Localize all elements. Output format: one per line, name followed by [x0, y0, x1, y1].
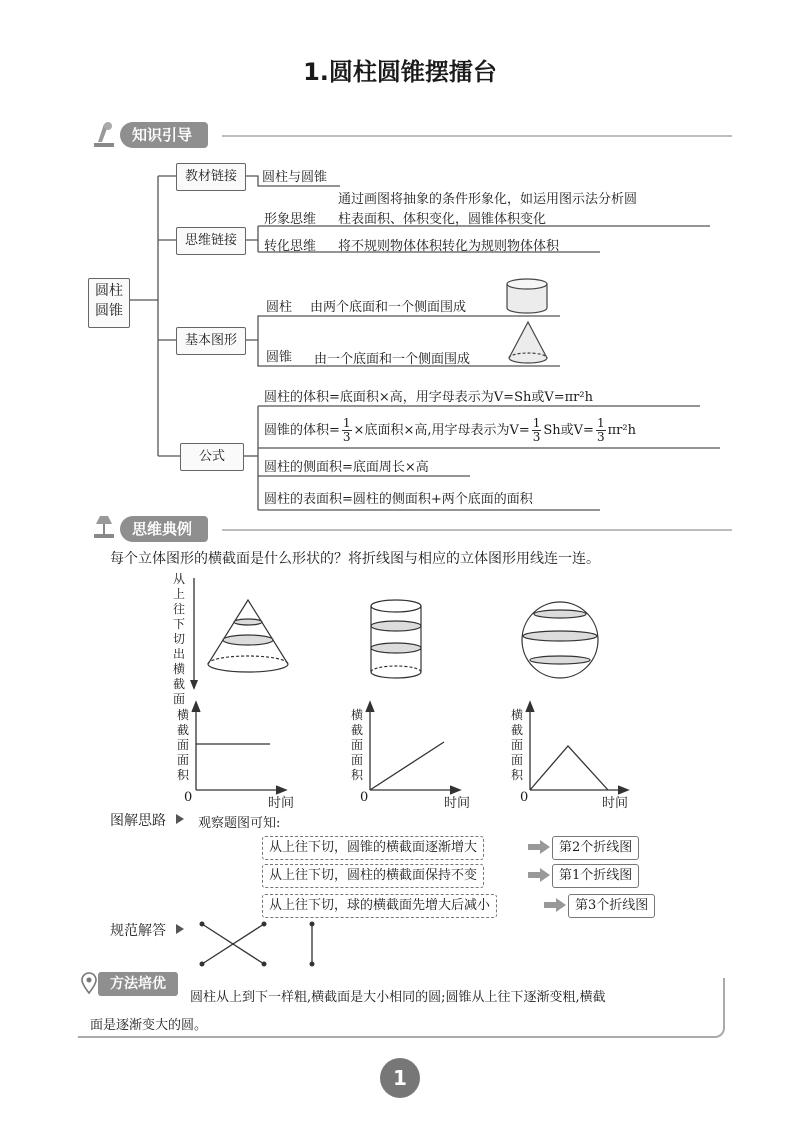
- branch-textbook: 教材链接: [176, 163, 246, 191]
- cone-sliced-figure: [200, 596, 296, 676]
- formula-cone-part-d: πr²h: [607, 423, 636, 438]
- sphere-sliced-figure: [518, 598, 602, 682]
- cone-name: 圆锥: [266, 350, 293, 365]
- graph-constant: [190, 700, 290, 796]
- right-arrow-icon: [544, 898, 566, 912]
- formula-cone-part-b: ×底面积×高,用字母表示为V=: [353, 423, 530, 438]
- idea-row-2: 从上往下切，圆柱的横截面保持不变: [262, 864, 484, 888]
- formula-cone-part-a: 圆锥的体积=: [264, 423, 340, 438]
- branch-shapes: 基本图形: [176, 327, 246, 355]
- answer-connecting-lines: [196, 918, 326, 970]
- formula-lateral-area: 圆柱的侧面积=底面周长×高: [264, 460, 429, 475]
- page-title: 1.圆柱圆锥摆擂台: [303, 58, 497, 86]
- idea-result-1: 第2个折线图: [552, 836, 639, 860]
- formula-cylinder-volume: 圆柱的体积=底面积×高，用字母表示为V=Sh或V=πr²h: [264, 390, 593, 405]
- branch-formulas: 公式: [180, 443, 244, 471]
- fraction-one-third: $\frac{1}{3}$: [342, 416, 351, 444]
- right-arrow-icon: [528, 840, 550, 854]
- idea-row-1: 从上往下切，圆锥的横截面逐渐增大: [262, 836, 484, 860]
- location-pin-icon: [80, 972, 98, 994]
- thinking-row2-label: 转化思维: [264, 239, 317, 254]
- idea-result-3: 第3个折线图: [568, 894, 655, 918]
- cylinder-desc: 由两个底面和一个侧面围成: [310, 300, 467, 315]
- method-tag: 方法培优: [98, 972, 178, 996]
- idea-result-2: 第1个折线图: [552, 864, 639, 888]
- cylinder-sliced-figure: [366, 598, 426, 682]
- cylinder-name: 圆柱: [266, 300, 293, 315]
- answer-label: 规范解答: [110, 923, 166, 939]
- triangle-right-icon: [176, 814, 184, 824]
- graph-rise-fall: [524, 700, 634, 796]
- textbook-text: 圆柱与圆锥: [262, 170, 328, 185]
- formula-cone-part-c: Sh或V=: [543, 423, 594, 438]
- mindmap-root: 圆柱 圆锥: [88, 278, 130, 328]
- right-arrow-icon: [528, 868, 550, 882]
- cut-direction-label: 从上往下切出横截面: [172, 572, 185, 706]
- graph3-origin: 0: [520, 790, 529, 805]
- example-question: 每个立体图形的横截面是什么形状的？将折线图与相应的立体图形用线连一连。: [110, 551, 600, 567]
- graph3-x-label: 时间: [602, 796, 629, 811]
- triangle-right-icon: [176, 924, 184, 934]
- formula-cone-volume: [264, 416, 636, 446]
- graph2-origin: 0: [360, 790, 369, 805]
- down-arrow-icon: [188, 578, 200, 692]
- formula-surface-area: 圆柱的表面积=圆柱的侧面积+两个底面的面积: [264, 492, 533, 507]
- thinking-row1-text-line2: 柱表面积、体积变化，圆锥体积变化: [338, 212, 547, 227]
- section-divider: [222, 529, 732, 531]
- cone-icon: [506, 320, 550, 366]
- fraction-one-third: $\frac{1}{3}$: [532, 416, 541, 444]
- graph3-y-label: 横截面面积: [510, 708, 523, 782]
- fraction-one-third: $\frac{1}{3}$: [596, 416, 605, 444]
- thinking-row2-text: 将不规则物体体积转化为规则物体体积: [338, 239, 560, 254]
- cylinder-icon: [504, 276, 550, 316]
- graph1-y-label: 横截面面积: [176, 708, 189, 782]
- graph-increasing: [364, 700, 464, 796]
- cone-desc: 由一个底面和一个侧面围成: [314, 352, 471, 367]
- lamp-icon: [90, 512, 118, 540]
- section-tag-knowledge: 知识引导: [120, 122, 208, 148]
- thinking-row1-text-line1: 通过画图将抽象的条件形象化，如运用图示法分析圆: [338, 192, 638, 207]
- method-text-line1: 圆柱从上到下一样粗,横截面是大小相同的圆;圆锥从上往下逐渐变粗,横截: [190, 990, 606, 1005]
- branch-thinking: 思维链接: [176, 227, 246, 255]
- thinking-row1-label: 形象思维: [264, 212, 317, 227]
- graph2-y-label: 横截面面积: [350, 708, 363, 782]
- idea-label: 图解思路: [110, 813, 166, 829]
- page-number: 1: [380, 1058, 420, 1098]
- graph1-x-label: 时间: [268, 796, 295, 811]
- idea-row-3: 从上往下切，球的横截面先增大后减小: [262, 894, 497, 918]
- method-text-line2: 面是逐渐变大的圆。: [90, 1018, 208, 1033]
- graph1-origin: 0: [184, 790, 193, 805]
- section-tag-example: 思维典例: [120, 516, 208, 542]
- graph2-x-label: 时间: [444, 796, 471, 811]
- idea-intro: 观察题图可知:: [198, 816, 281, 831]
